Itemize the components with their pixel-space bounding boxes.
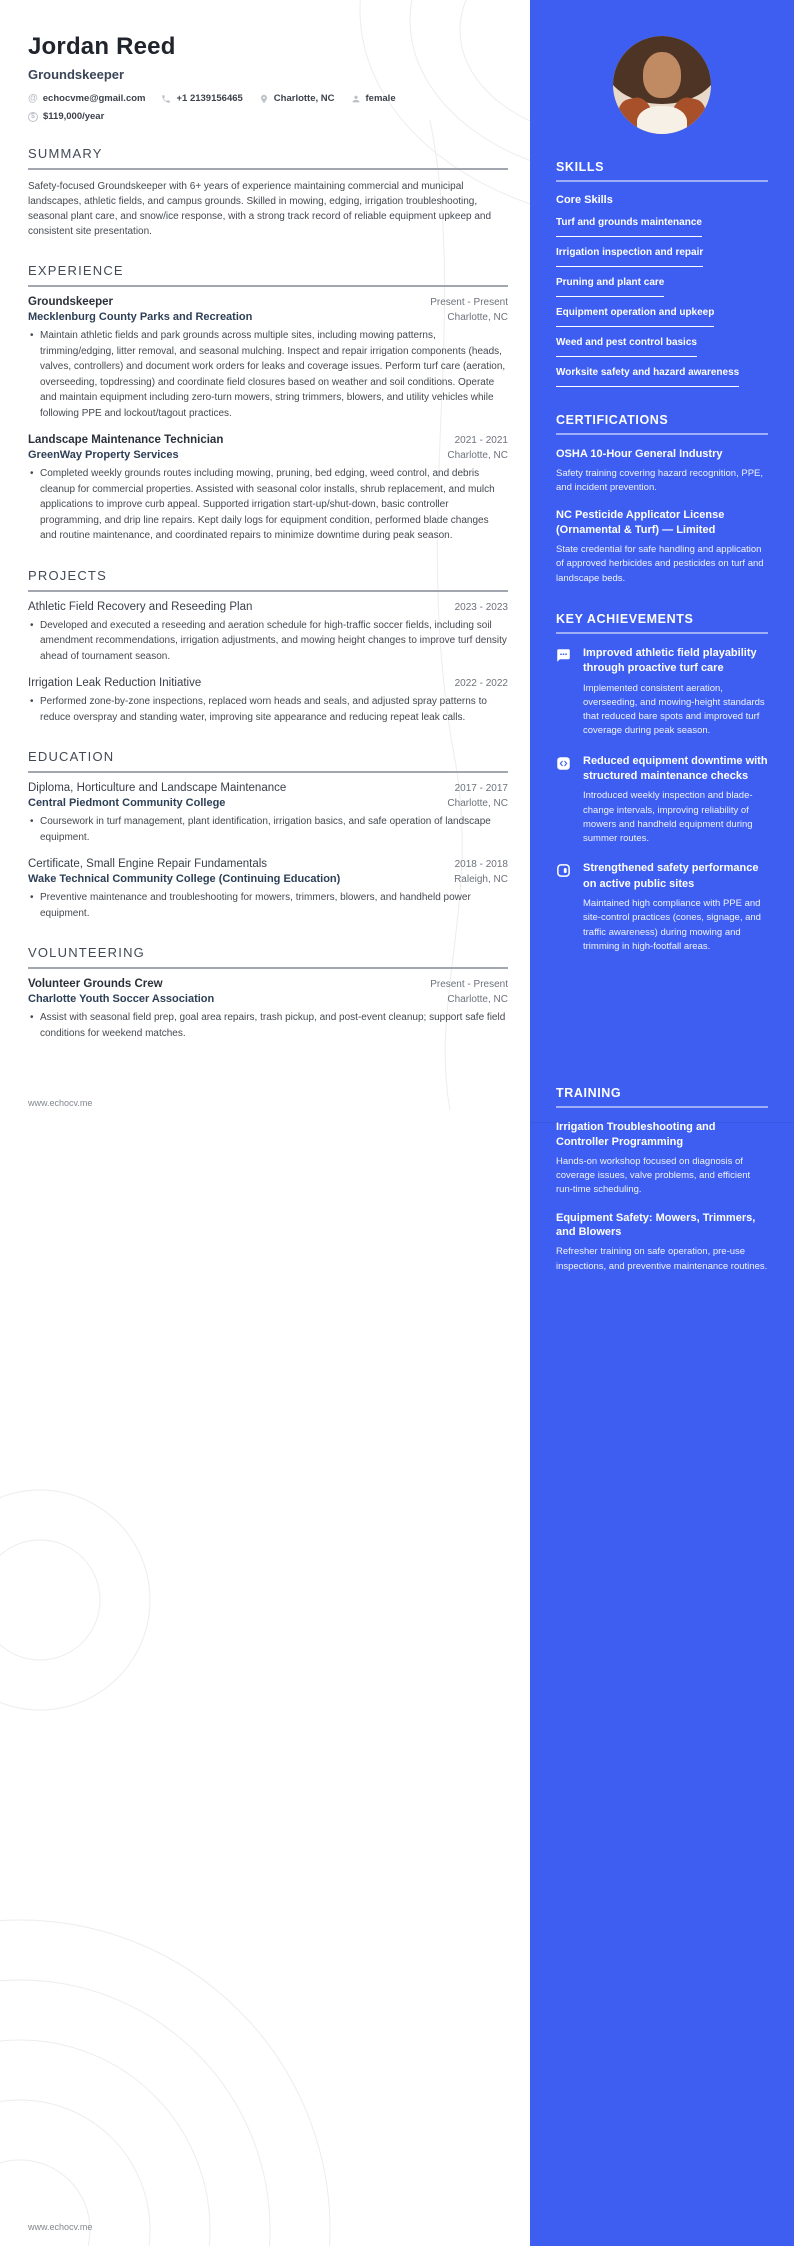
achievement-item — [556, 646, 768, 739]
skill-item: Pruning and plant care — [556, 276, 664, 297]
training-name: Irrigation Troubleshooting and Controller Programming — [556, 1121, 716, 1148]
job-location: Charlotte, NC — [447, 312, 508, 323]
education-dates: 2018 - 2018 — [454, 859, 508, 870]
section-heading-experience: EXPERIENCE — [28, 263, 508, 287]
candidate-title: Groundskeeper — [28, 67, 125, 82]
location-pin-icon — [259, 94, 269, 104]
contact-email — [28, 93, 145, 104]
education-bullet: • Preventive maintenance and troubleshooting for mowers, trimmers, blowers, and handheld power equipment. — [28, 890, 508, 921]
contact-phone-value: +1 2139156465 — [176, 93, 243, 104]
section-heading-education: EDUCATION — [28, 749, 508, 773]
contact-gender — [351, 93, 396, 104]
certification-item — [556, 508, 768, 585]
volunteering-entry — [28, 978, 508, 1041]
achievement-item — [556, 861, 768, 954]
education-dates: 2017 - 2017 — [454, 783, 508, 794]
certification-name: OSHA 10-Hour General Industry — [556, 448, 723, 460]
school-location: Charlotte, NC — [447, 798, 508, 809]
footer-website-link[interactable]: www.echocv.me — [28, 1098, 93, 1108]
page-break-seam — [530, 1122, 794, 1123]
candidate-name: Jordan Reed — [28, 33, 176, 60]
section-heading-summary: SUMMARY — [28, 146, 508, 170]
skills-group-label: Core Skills — [556, 194, 613, 206]
section-heading-achievements: KEY ACHIEVEMENTS — [556, 612, 768, 634]
achievement-desc: Implemented consistent aeration, overseeding, and mowing-height standards that reduced bare spots and improved turf coverage during peak season. — [583, 682, 765, 737]
training-desc: Refresher training on safe operation, pre-use inspections, and preventive maintenance routines. — [556, 1246, 768, 1272]
phone-icon — [161, 94, 171, 104]
education-entry — [28, 782, 508, 845]
education-entry — [28, 858, 508, 921]
certification-name: NC Pesticide Applicator License (Ornamental & Turf) — Limited — [556, 509, 725, 537]
skill-item: Worksite safety and hazard awareness — [556, 366, 739, 387]
school-name: Central Piedmont Community College — [28, 797, 226, 809]
door-icon — [556, 861, 573, 954]
project-name: Irrigation Leak Reduction Initiative — [28, 677, 202, 689]
contact-location — [259, 93, 335, 104]
job-dates: Present - Present — [430, 297, 508, 308]
avatar-shirt — [637, 106, 687, 134]
volunteer-location: Charlotte, NC — [447, 994, 508, 1005]
training-name: Equipment Safety: Mowers, Trimmers, and Blowers — [556, 1211, 756, 1239]
certification-item — [556, 447, 768, 495]
skill-item: Weed and pest control basics — [556, 336, 697, 357]
degree-name: Diploma, Horticulture and Landscape Maintenance — [28, 782, 287, 794]
job-bullet: • Completed weekly grounds routes including mowing, pruning, bed edging, weed control, and debris cleanup for commercial properties. Assisted with seasonal color installs, shrub replacement, and mulch applications to improve curb appeal. Supported irrigation start-up/shut-down, basic controller programming, and drip line repairs. Kept daily logs for equipment condition, performed blade changes and routine maintenance, and coordinated repairs to minimize downtime during peak season. — [28, 466, 508, 544]
job-title: Landscape Maintenance Technician — [28, 434, 224, 446]
skill-item: Irrigation inspection and repair — [556, 246, 703, 267]
project-name: Athletic Field Recovery and Reseeding Plan — [28, 600, 253, 613]
project-entry — [28, 677, 508, 725]
section-heading-certifications: CERTIFICATIONS — [556, 413, 768, 435]
skill-item: Turf and grounds maintenance — [556, 216, 702, 237]
achievement-title: Improved athletic field playability through proactive turf care — [583, 646, 757, 675]
skill-item: Equipment operation and upkeep — [556, 306, 714, 327]
certification-desc: Safety training covering hazard recognition, PPE, and incident prevention. — [556, 467, 764, 494]
volunteer-role: Volunteer Grounds Crew — [28, 978, 163, 990]
contact-salary-value: $119,000/year — [43, 111, 105, 122]
education-bullet: • Coursework in turf management, plant identification, irrigation basics, and safe operation of landscape equipment. — [28, 814, 508, 845]
achievement-desc: Maintained high compliance with PPE and site-control practices (cones, signage, and traffic awareness) during mowing and trimming in high-footfall areas. — [583, 898, 761, 952]
achievement-item — [556, 754, 768, 847]
training-item — [556, 1211, 768, 1274]
achievement-desc: Introduced weekly inspection and blade-change intervals, improving reliability of mowers and handheld equipment during summer routes. — [583, 790, 753, 845]
sidebar — [530, 0, 794, 2246]
job-location: Charlotte, NC — [447, 450, 508, 461]
training-item — [556, 1120, 768, 1197]
achievement-title: Strengthened safety performance on active public sites — [583, 862, 759, 890]
section-heading-skills: SKILLS — [556, 160, 768, 182]
contact-salary — [28, 111, 104, 122]
degree-name: Certificate, Small Engine Repair Fundamentals — [28, 858, 268, 870]
volunteer-dates: Present - Present — [430, 979, 508, 990]
project-bullet: • Developed and executed a reseeding and aeration schedule for high-traffic soccer fields, including soil amendment recommendations, irrigation adjustments, and mowing height changes to improve turf density ahead of tournament season. — [28, 618, 508, 665]
at-icon: @ — [28, 92, 38, 104]
certification-desc: State credential for safe handling and application of approved herbicides and pesticides on turf and landscape beds. — [556, 544, 764, 584]
project-entry — [28, 601, 508, 665]
job-bullet: • Maintain athletic fields and park grounds across multiple sites, including mowing patterns, trimming/edging, litter removal, and seasonal mulching. Inspect and repair irrigation components (heads, valves, controllers) and document work orders for leaks and coverage issues. Perform turf care (aeration, overseeding, topdressing) and coordinate field closures based on weather and soil conditions. Operate and maintain equipment including zero-turn mowers, string trimmers, blowers, and utility vehicles while following PPE and lockout/tagout practices. — [28, 328, 508, 421]
experience-entry — [28, 434, 508, 544]
contact-phone — [161, 93, 242, 104]
person-icon — [351, 94, 361, 104]
achievement-title: Reduced equipment downtime with structured maintenance checks — [583, 754, 768, 782]
volunteer-bullet: • Assist with seasonal field prep, goal area repairs, trash pickup, and post-event cleanup; support safe field conditions for weekend matches. — [28, 1010, 508, 1041]
salary-icon: $ — [28, 112, 38, 122]
company-name: GreenWay Property Services — [28, 449, 179, 461]
school-location: Raleigh, NC — [454, 874, 508, 885]
training-desc: Hands-on workshop focused on diagnosis of coverage issues, valve problems, and efficient run-time scheduling. — [556, 1155, 751, 1196]
contact-email-value: echocvme@gmail.com — [42, 93, 146, 104]
contact-row-2 — [28, 111, 508, 122]
section-heading-projects: PROJECTS — [28, 568, 508, 592]
project-dates: 2023 - 2023 — [454, 601, 508, 613]
job-dates: 2021 - 2021 — [454, 435, 508, 446]
avatar-photo — [613, 36, 711, 134]
project-bullet: • Performed zone-by-zone inspections, replaced worn heads and seals, and adjusted spray patterns to reduce overspray and standing water, improving site appearance and reducing repeat leak calls. — [28, 694, 508, 725]
section-heading-training: TRAINING — [556, 1086, 768, 1108]
comment-icon — [556, 646, 573, 739]
contact-block — [28, 93, 508, 122]
contact-gender-value: female — [365, 93, 396, 104]
contact-row-1 — [28, 93, 508, 104]
summary-text: Safety-focused Groundskeeper with 6+ years of experience maintaining commercial and municipal landscapes, athletic fields, and campus grounds. Skilled in mowing, edging, irrigation troubleshooting, seasonal plant care, and snow/ice response, with a strong track record of reliable equipment upkeep and consistent site presentation. — [28, 181, 492, 237]
avatar-face — [643, 52, 681, 98]
section-heading-volunteering: VOLUNTEERING — [28, 945, 508, 969]
footer-website-link[interactable]: www.echocv.me — [28, 2222, 93, 2232]
contact-location-value: Charlotte, NC — [273, 93, 335, 104]
project-dates: 2022 - 2022 — [454, 678, 508, 689]
job-title: Groundskeeper — [28, 296, 113, 308]
company-name: Mecklenburg County Parks and Recreation — [28, 311, 253, 323]
experience-entry — [28, 296, 508, 421]
code-icon — [556, 754, 573, 847]
school-name: Wake Technical Community College (Continuing Education) — [28, 873, 341, 885]
volunteer-org: Charlotte Youth Soccer Association — [28, 993, 215, 1005]
resume-main-column — [0, 0, 530, 1041]
